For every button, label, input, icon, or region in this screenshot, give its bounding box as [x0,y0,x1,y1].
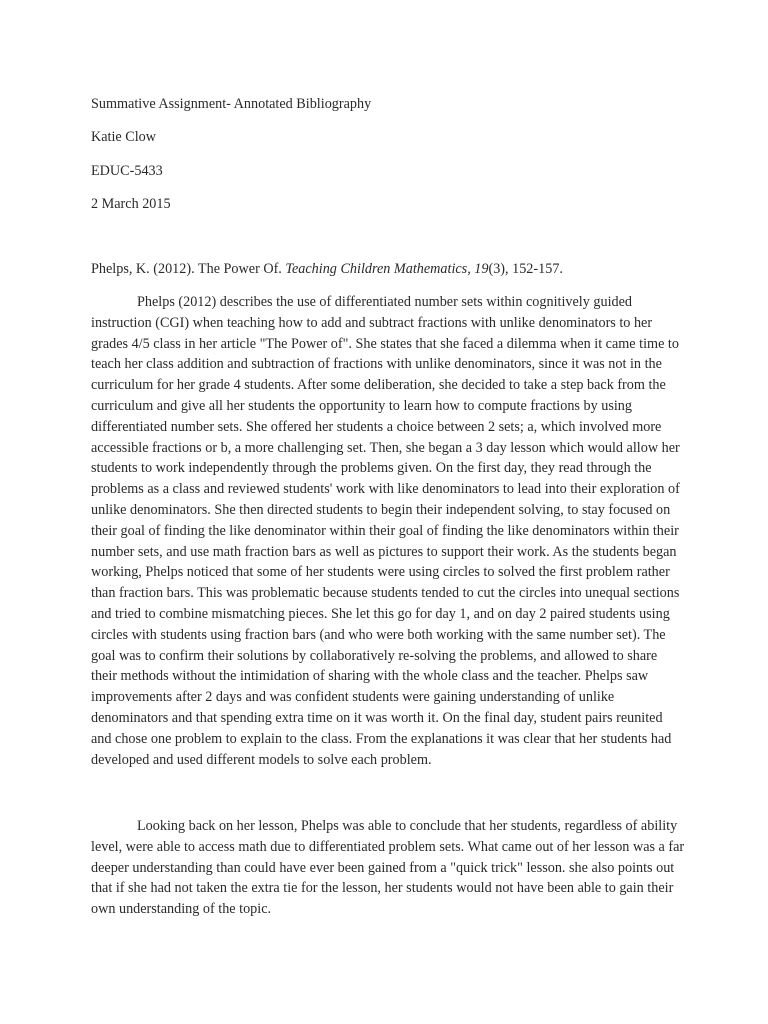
citation-suffix: (3), 152-157. [488,261,563,277]
bibliography-citation [91,259,563,280]
course-code: EDUC-5433 [91,163,163,179]
author-name: Katie Clow [91,129,157,145]
document-title: Summative Assignment- Annotated Bibliography [91,96,372,112]
document-date: 2 March 2015 [91,196,171,212]
citation-prefix: Phelps, K. (2012). The Power Of. [91,261,286,277]
annotation-paragraph-reflection: Looking back on her lesson, Phelps was able to conclude that her students, regardless of ability level, were able to access math due to differentiated problem sets. What came out of her lesson was a far deeper understanding than could have ever been gained from a "quick trick" lesson. she also points out that if she had not taken the extra tie for the lesson, her students would not have been able to gain their own understanding of the topic. [91,818,685,918]
annotation-paragraph-summary: Phelps (2012) describes the use of differentiated number sets within cognitively guided instruction (CGI) when teaching how to add and subtract fractions with unlike denominators to her grades 4/5 class in her article "The Power of". She states that she faced a dilemma when it came time to teach her class addition and subtraction of fractions with unlike denominators, since it was not in the curriculum for her grade 4 students. After some deliberation, she decided to take a step back from the curriculum and give all her students the opportunity to learn how to compute fractions by using differentiated number sets. She offered her students a choice between 2 sets; a, which involved more accessible fractions or b, a more challenging set. Then, she began a 3 day lesson which would allow her students to work independently through the problems given. On the first day, they read through the problems as a class and reviewed students' work with like denominators to lead into their exploration of unlike denominators. She then directed students to begin their independent solving, to stay focused on their goal of finding the like denominator within their goal of finding the like denominators within their number sets, and use math fraction bars as well as pictures to support their work. As the students began working, Phelps noticed that some of her students were using circles to solved the first problem rather than fraction bars. This was problematic because students tended to cut the circles into unequal sections and tried to combine mismatching pieces. She let this go for day 1, and on day 2 paired students using circles with students using fraction bars (and who were both working with the same number set). The goal was to confirm their solutions by collaboratively re-solving the problems, and allowed to share their methods without the intimidation of sharing with the whole class and the teacher. Phelps saw improvements after 2 days and was confident students were gaining understanding of unlike denominators and that spending extra time on it was worth it. On the final day, student pairs reunited and chose one problem to explain to the class. From the explanations it was clear that her students had developed and used different models to solve each problem. [91,294,680,768]
citation-journal: Teaching Children Mathematics, 19 [285,261,489,277]
